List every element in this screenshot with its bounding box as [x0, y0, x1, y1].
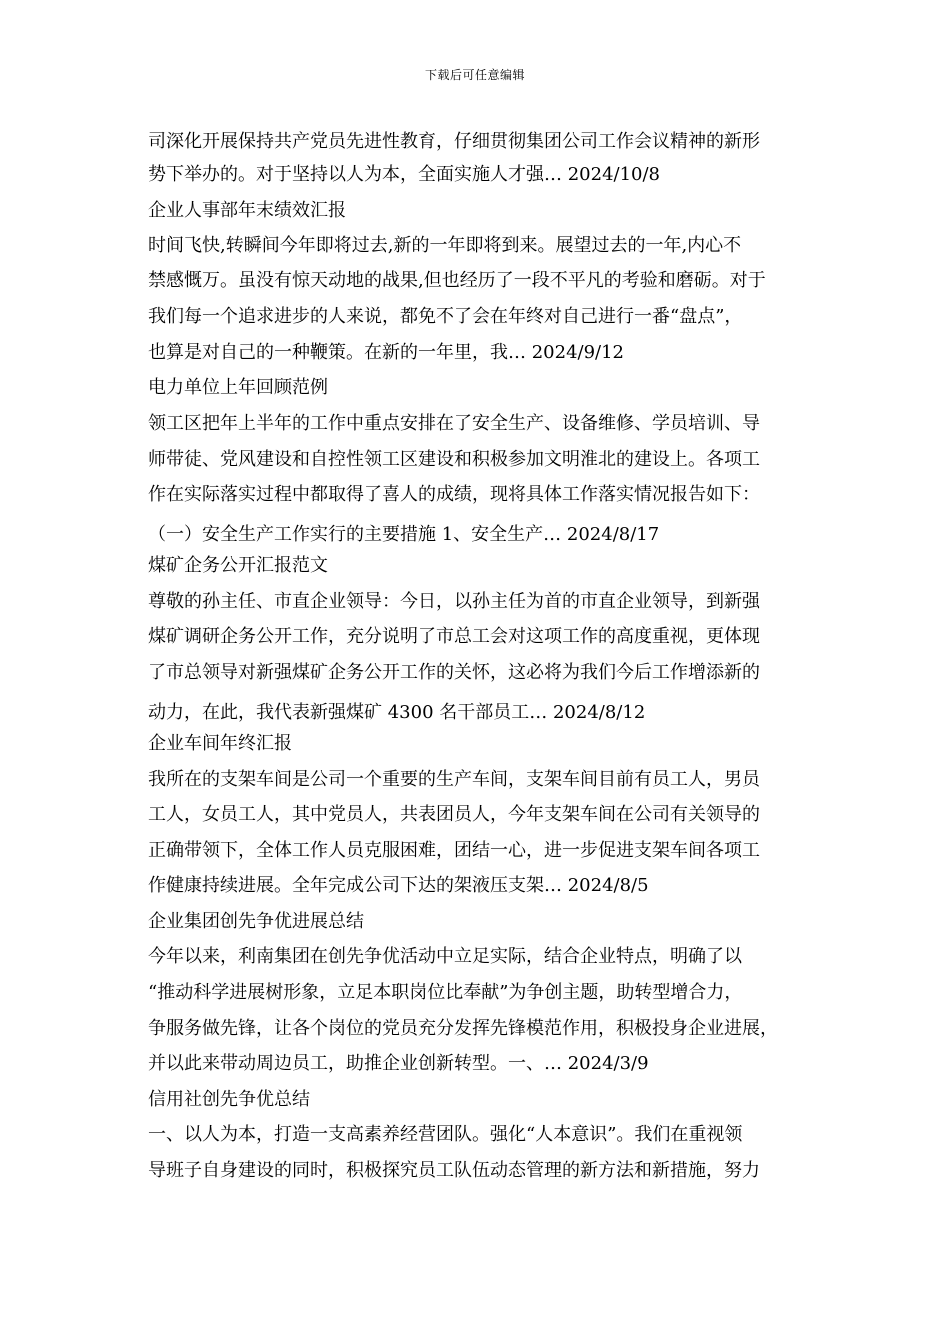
- text-line: 势下举办的。对于坚持以人为本，全面实施人才强… 2024/10/8: [148, 164, 661, 185]
- section-title: 电力单位上年回顾范例: [148, 377, 328, 398]
- text-line: （一）安全生产工作实行的主要措施 1、安全生产… 2024/8/17: [148, 524, 660, 545]
- section-title: 信用社创先争优总结: [148, 1089, 310, 1110]
- text-line: 煤矿调研企务公开工作，充分说明了市总工会对这项工作的高度重视，更体现: [148, 626, 760, 647]
- text-line: 也算是对自己的一种鞭策。在新的一年里，我… 2024/9/12: [148, 342, 625, 363]
- text-line: 我所在的支架车间是公司一个重要的生产车间，支架车间目前有员工人，男员: [148, 769, 760, 790]
- text-line: 作在实际落实过程中都取得了喜人的成绩，现将具体工作落实情况报告如下：: [148, 484, 760, 505]
- text-line: “推动科学进展树形象，立足本职岗位比奉献”为争创主题，助转型增合力，: [148, 982, 743, 1003]
- section-title: 企业人事部年末绩效汇报: [148, 200, 346, 221]
- text-line: 尊敬的孙主任、市直企业领导：今日，以孙主任为首的市直企业领导，到新强: [148, 591, 760, 612]
- section-title: 煤矿企务公开汇报范文: [148, 555, 328, 576]
- text-line: 时间飞快,转瞬间今年即将过去,新的一年即将到来。展望过去的一年,内心不: [148, 235, 742, 256]
- text-line: 司深化开展保持共产党员先进性教育，仔细贯彻集团公司工作会议精神的新形: [148, 131, 760, 152]
- text-line: 一、以人为本，打造一支高素养经营团队。强化“人本意识”。我们在重视领: [148, 1124, 743, 1145]
- text-line: 师带徒、党风建设和自控性领工区建设和积极参加文明淮北的建设上。各项工: [148, 449, 760, 470]
- section-title: 企业集团创先争优进展总结: [148, 911, 364, 932]
- text-line: 我们每一个追求进步的人来说，都免不了会在年终对自己进行一番“盘点”，: [148, 306, 743, 327]
- section-title: 企业车间年终汇报: [148, 733, 292, 754]
- text-line: 争服务做先锋，让各个岗位的党员充分发挥先锋模范作用，积极投身企业进展，: [148, 1018, 778, 1039]
- text-line: 工人，女员工人，其中党员人，共表团员人，今年支架车间在公司有关领导的: [148, 804, 760, 825]
- page-header: 下载后可任意编辑: [424, 68, 525, 82]
- text-line: 禁感慨万。虽没有惊天动地的战果,但也经历了一段不平凡的考验和磨砺。对于: [148, 270, 766, 291]
- text-line: 正确带领下，全体工作人员克服困难，团结一心，进一步促进支架车间各项工: [148, 840, 760, 861]
- text-line: 作健康持续进展。全年完成公司下达的架液压支架… 2024/8/5: [148, 875, 649, 896]
- text-line: 并以此来带动周边员工，助推企业创新转型。一、… 2024/3/9: [148, 1053, 649, 1074]
- text-line: 了市总领导对新强煤矿企务公开工作的关怀，这必将为我们今后工作增添新的: [148, 662, 760, 683]
- text-line: 动力，在此，我代表新强煤矿 4300 名干部员工… 2024/8/12: [148, 702, 646, 723]
- text-line: 导班子自身建设的同时，积极探究员工队伍动态管理的新方法和新措施，努力: [148, 1160, 760, 1181]
- text-line: 领工区把年上半年的工作中重点安排在了安全生产、设备维修、学员培训、导: [148, 413, 760, 434]
- text-line: 今年以来，利南集团在创先争优活动中立足实际，结合企业特点，明确了以: [148, 946, 742, 967]
